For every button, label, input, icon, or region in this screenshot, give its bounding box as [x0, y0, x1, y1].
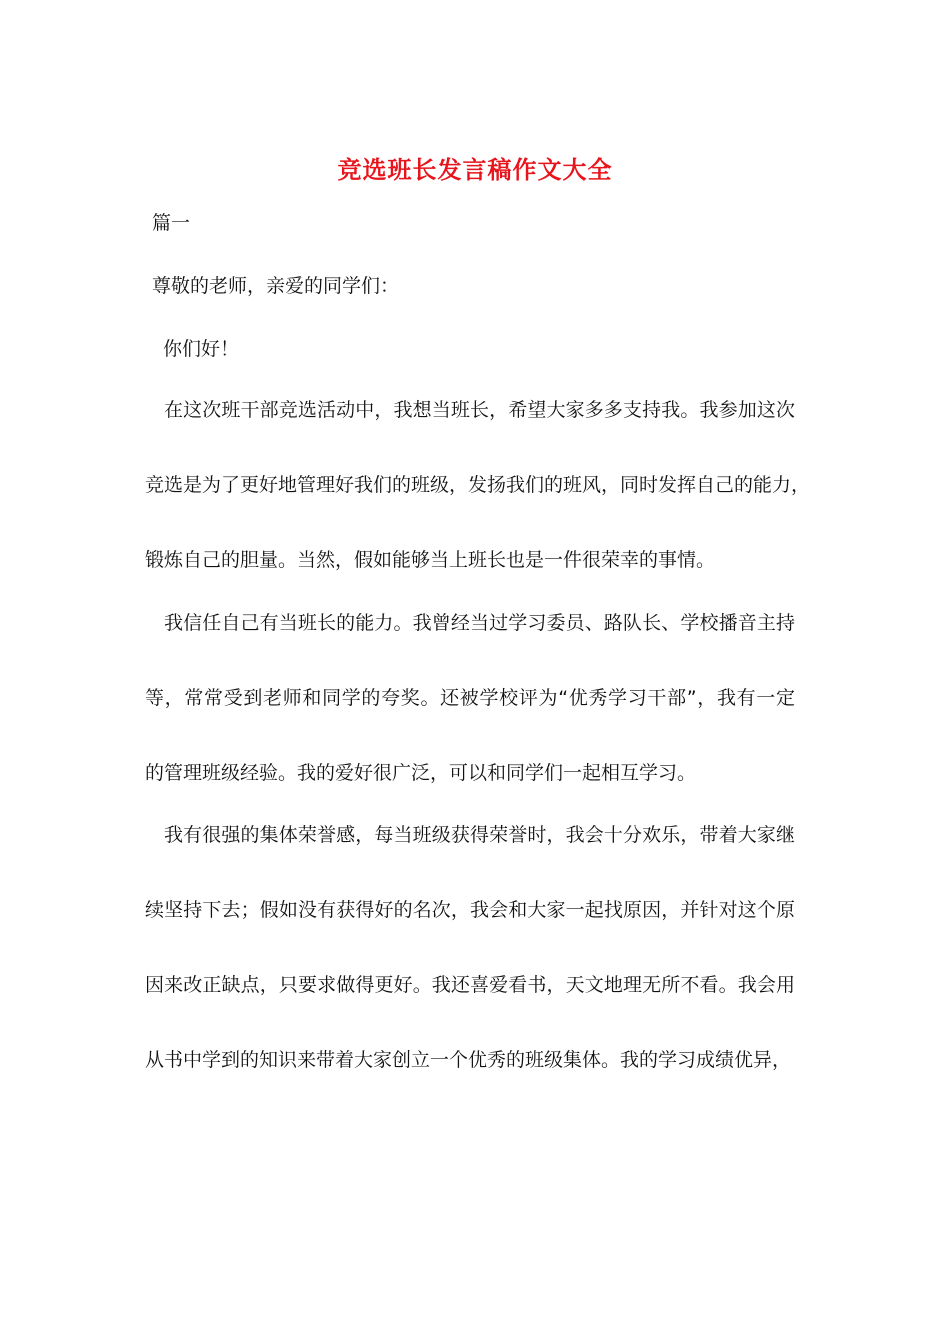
section-heading: 篇一	[152, 212, 191, 234]
body-line: 我有很强的集体荣誉感，每当班级获得荣誉时，我会十分欢乐，带着大家继	[164, 824, 795, 846]
body-line: 竞选是为了更好地管理好我们的班级，发扬我们的班风，同时发挥自己的能力，	[145, 474, 811, 496]
body-line: 因来改正缺点，只要求做得更好。我还喜爱看书，天文地理无所不看。我会用	[145, 974, 795, 996]
body-line: 我信任自己有当班长的能力。我曾经当过学习委员、路队长、学校播音主持	[164, 612, 795, 634]
body-line: 从书中学到的知识来带着大家创立一个优秀的班级集体。我的学习成绩优异，	[145, 1049, 792, 1071]
salutation: 尊敬的老师，亲爱的同学们：	[152, 275, 400, 297]
body-line: 等，常常受到老师和同学的夸奖。还被学校评为“优秀学习干部”，我有一定	[145, 687, 795, 709]
greeting: 你们好！	[163, 338, 240, 360]
body-line: 续坚持下去；假如没有获得好的名次，我会和大家一起找原因，并针对这个原	[145, 899, 795, 921]
body-line: 在这次班干部竞选活动中，我想当班长，希望大家多多支持我。我参加这次	[164, 399, 795, 421]
body-line: 的管理班级经验。我的爱好很广泛，可以和同学们一起相互学习。	[145, 762, 697, 784]
document-title: 竞选班长发言稿作文大全	[337, 155, 613, 184]
body-line: 锻炼自己的胆量。当然，假如能够当上班长也是一件很荣幸的事情。	[145, 549, 716, 571]
